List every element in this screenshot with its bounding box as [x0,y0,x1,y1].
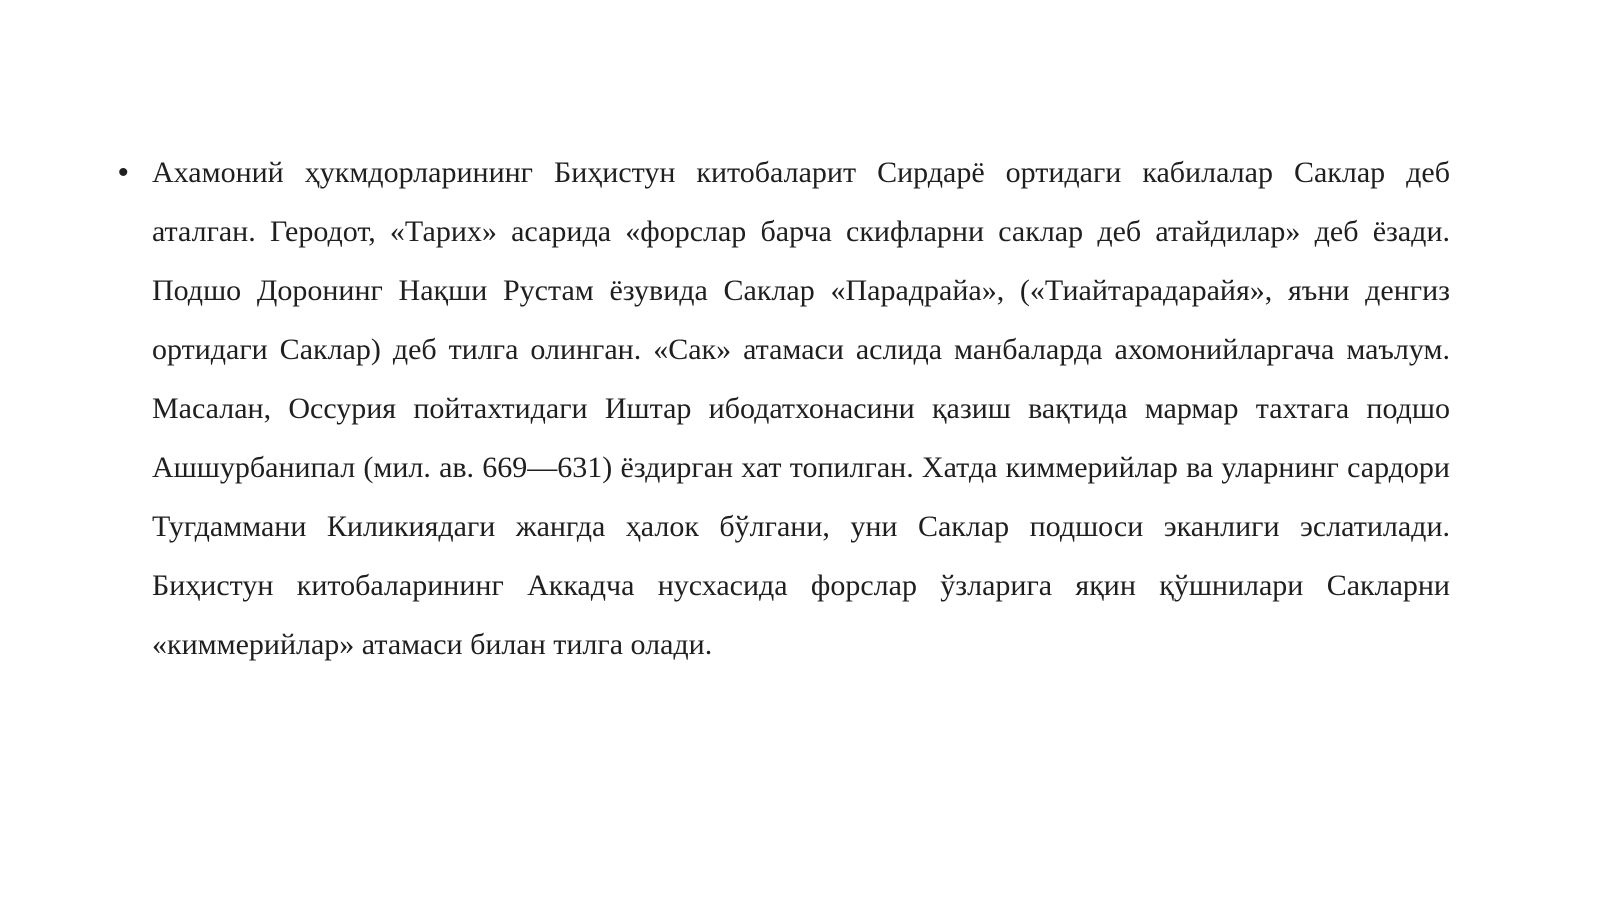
bullet-item [118,143,1450,674]
slide-body [118,143,1450,674]
bullet-text: Ахамоний ҳукмдорларининг Биҳистун китобаларит Сирдарё ортидаги кабилалар Саклар деб аталган. Геродот, «Тарих» асарида «форслар барча скифларни саклар деб атайдилар» деб ёзади. Подшо Доронинг Нақши Рустам ёзувида Саклар «Парадрайа», («Тиайтарадарайя», яъни денгиз ортидаги Саклар) деб тилга олинган. «Сак» атамаси аслида манбаларда ахомонийларгача маълум. Масалан, Оссурия пойтахтидаги Иштар ибодатхонасини қазиш вақтида мармар тахтага подшо Ашшурбанипал (мил. ав. 669—631) ёздирган хат топилган. Хатда киммерийлар ва уларнинг сардори Тугдаммани Киликиядаги жангда ҳалок бўлгани, уни Саклар подшоси эканлиги эслатилади. Биҳистун китобаларининг Аккадча нусхасида форслар ўзларига яқин қўшнилари Сакларни «киммерийлар» атамаси билан тилга олади. [152,156,1450,661]
bullet-marker: • [118,156,129,189]
